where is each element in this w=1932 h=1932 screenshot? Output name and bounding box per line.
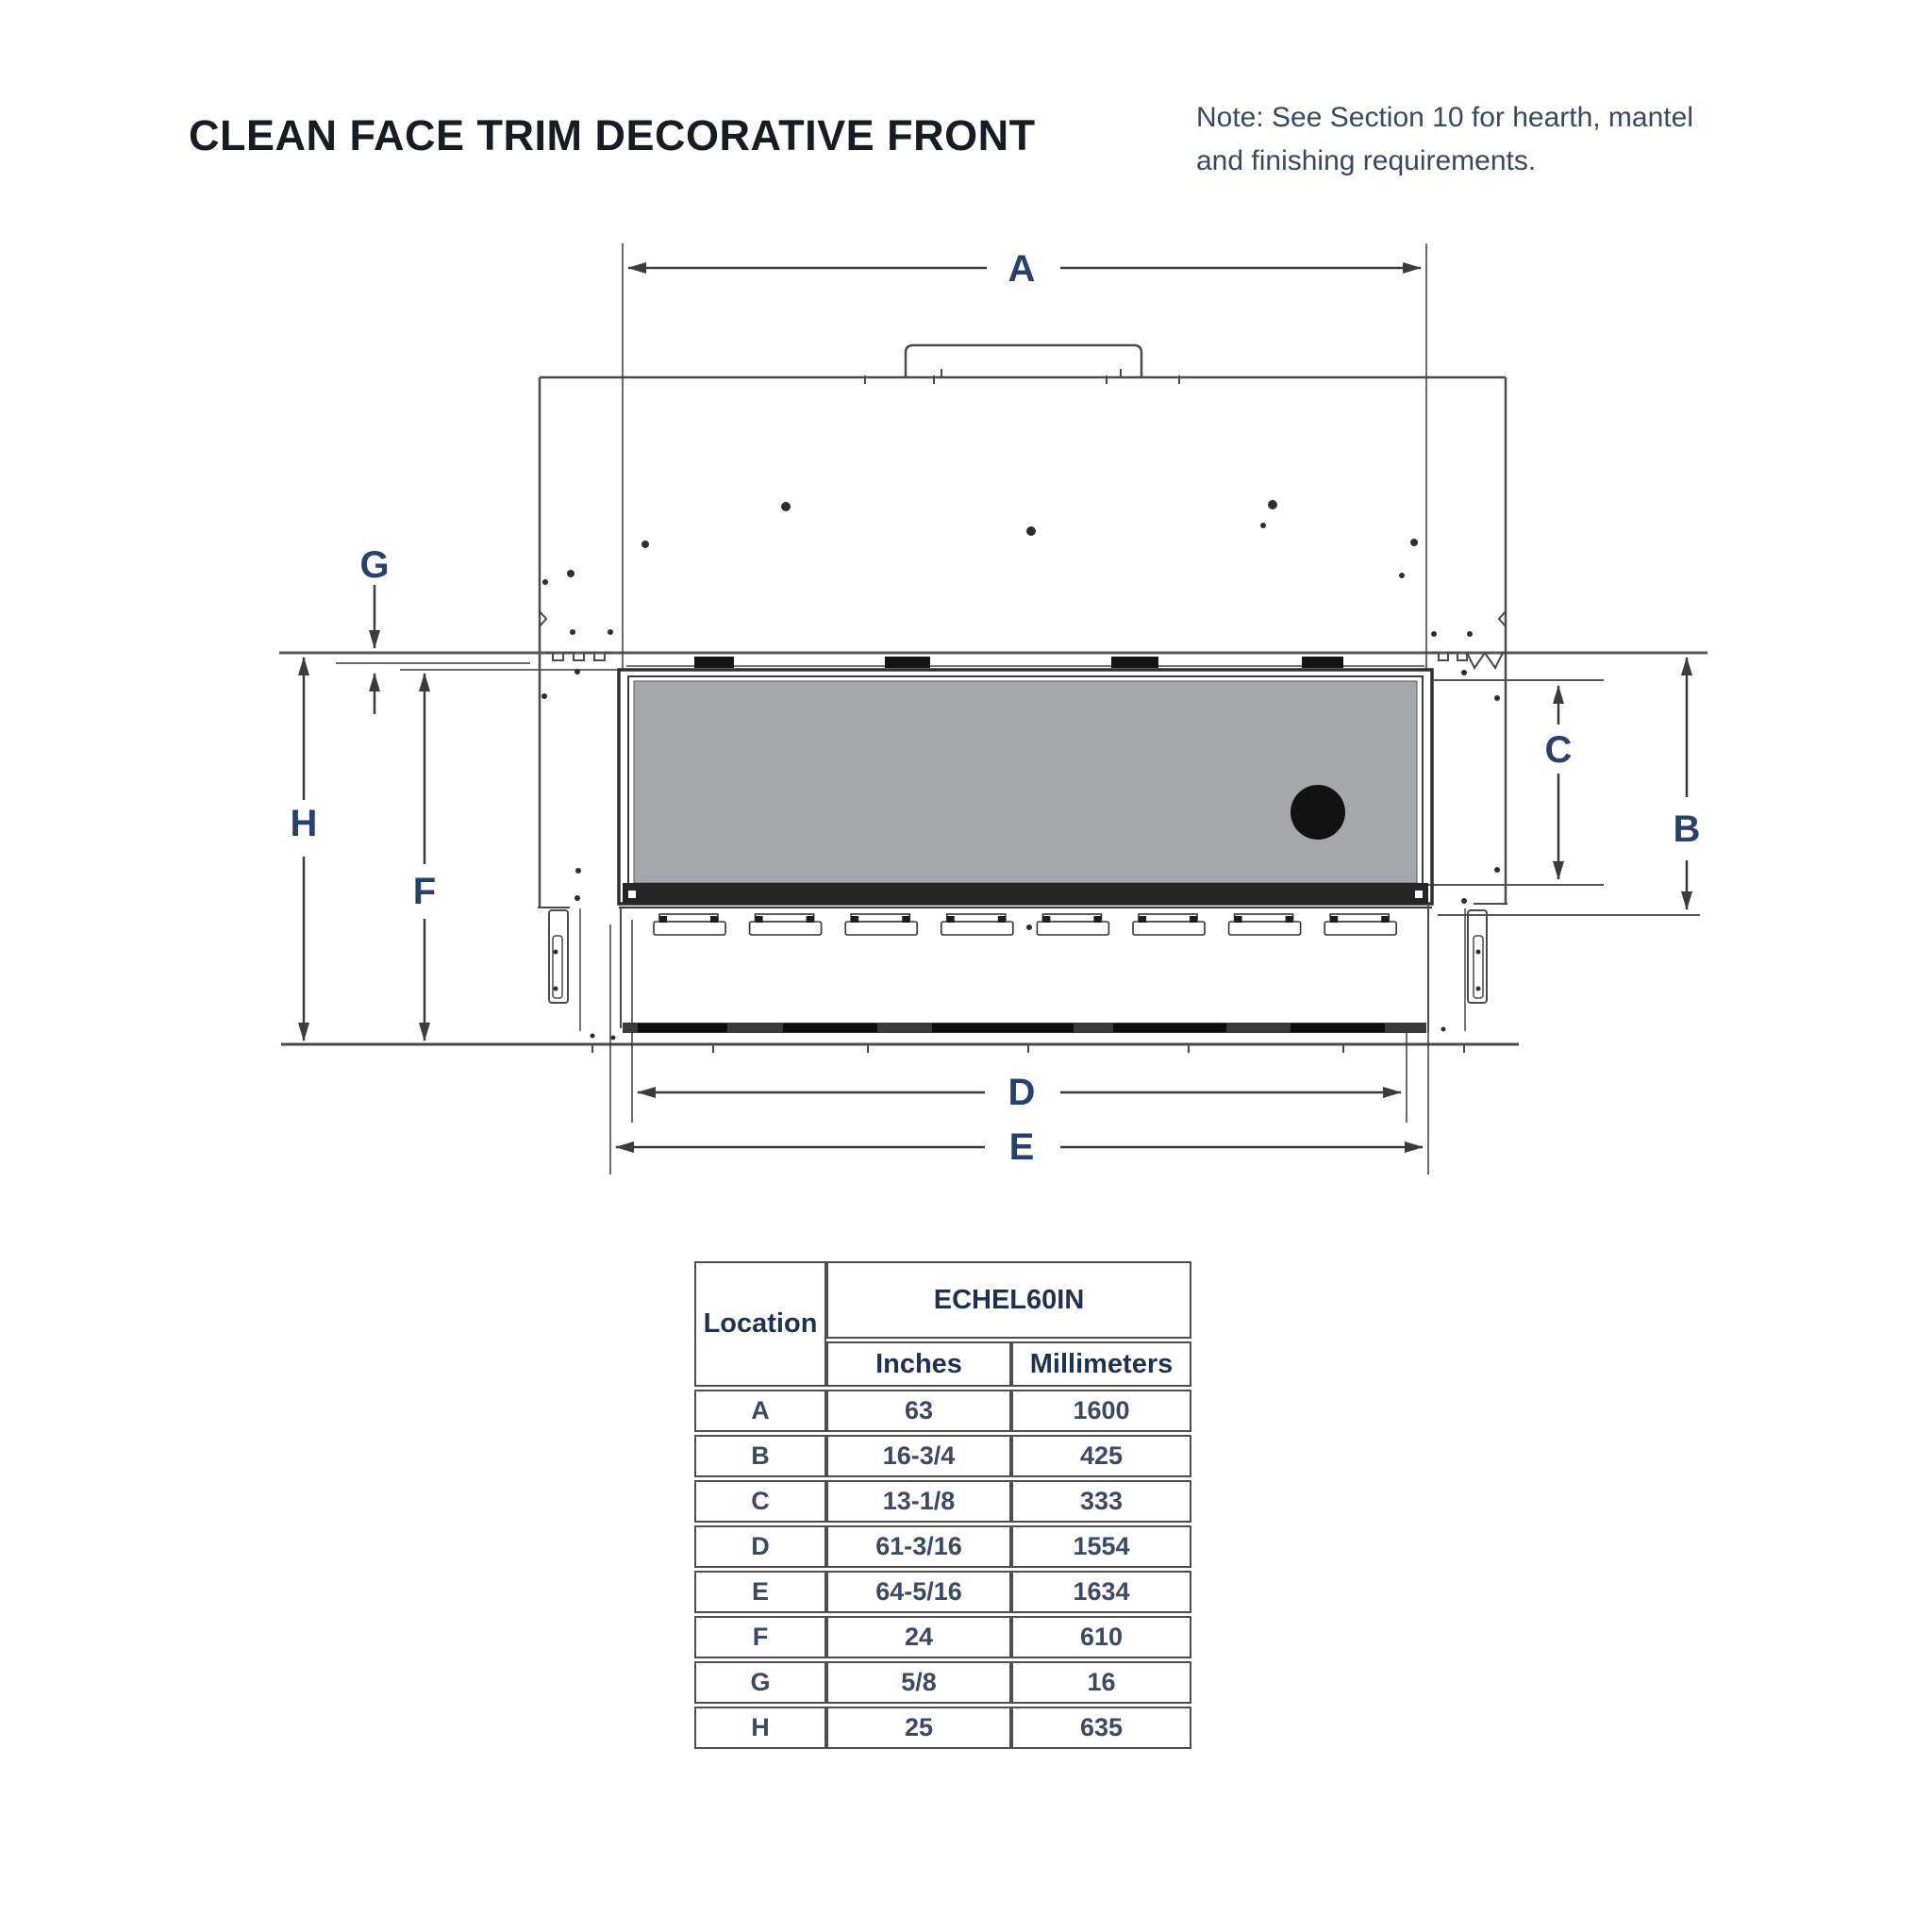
cell-inches: 61-3/16 [826,1525,1011,1568]
table-row [694,1390,1191,1432]
table-header-millimeters: Millimeters [1011,1341,1191,1387]
cell-inches: 64-5/16 [826,1571,1011,1613]
dimensions-table [694,1258,1191,1752]
note-line-1: Note: See Section 10 for hearth, mantel [1196,102,1693,133]
table-row [694,1435,1191,1477]
table-row [694,1661,1191,1704]
table-row [694,1707,1191,1749]
standoff-box [906,345,1141,377]
dim-label-e: E [1008,1126,1035,1168]
dim-label-b: B [1673,808,1701,850]
page-title: CLEAN FACE TRIM DECORATIVE FRONT [189,111,1036,159]
glass-panel [634,681,1417,883]
table-row [694,1525,1191,1568]
firebox-front [619,657,1432,908]
cell-location: G [694,1661,826,1704]
cell-location: H [694,1707,826,1749]
table-header-inches: Inches [826,1341,1011,1387]
cell-location: F [694,1616,826,1658]
cell-location: B [694,1435,826,1477]
cell-mm: 1554 [1011,1525,1191,1568]
dim-label-f: F [412,871,437,912]
cell-mm: 333 [1011,1480,1191,1523]
control-hole [1291,785,1345,840]
cell-inches: 25 [826,1707,1011,1749]
frame-bottom-band [623,883,1428,904]
cell-mm: 610 [1011,1616,1191,1658]
cell-inches: 13-1/8 [826,1480,1011,1523]
cell-mm: 1600 [1011,1390,1191,1432]
dimension-a [623,243,1426,670]
cell-location: C [694,1480,826,1523]
cell-mm: 635 [1011,1707,1191,1749]
note-line-2: and finishing requirements. [1196,145,1537,176]
cell-mm: 16 [1011,1661,1191,1704]
cell-location: A [694,1390,826,1432]
cell-inches: 5/8 [826,1661,1011,1704]
cell-mm: 1634 [1011,1571,1191,1613]
cell-location: E [694,1571,826,1613]
nailing-bracket-left [549,908,580,1031]
dim-label-a: A [1008,248,1036,290]
cell-location: D [694,1525,826,1568]
nailing-bracket-right [1465,908,1487,1031]
cell-inches: 63 [826,1390,1011,1432]
table-header-location: Location [694,1261,826,1387]
dim-label-h: H [290,803,318,844]
louver-row [654,914,1396,935]
dim-label-g: G [359,544,390,586]
cell-mm: 425 [1011,1435,1191,1477]
dim-label-c: C [1544,729,1573,771]
table-row [694,1571,1191,1613]
table-row [694,1480,1191,1523]
table-header-model: ECHEL60IN [826,1261,1191,1339]
cell-inches: 24 [826,1616,1011,1658]
lower-plenum [621,904,1428,1033]
dim-label-d: D [1008,1072,1036,1113]
table-row [694,1616,1191,1658]
cell-inches: 16-3/4 [826,1435,1011,1477]
